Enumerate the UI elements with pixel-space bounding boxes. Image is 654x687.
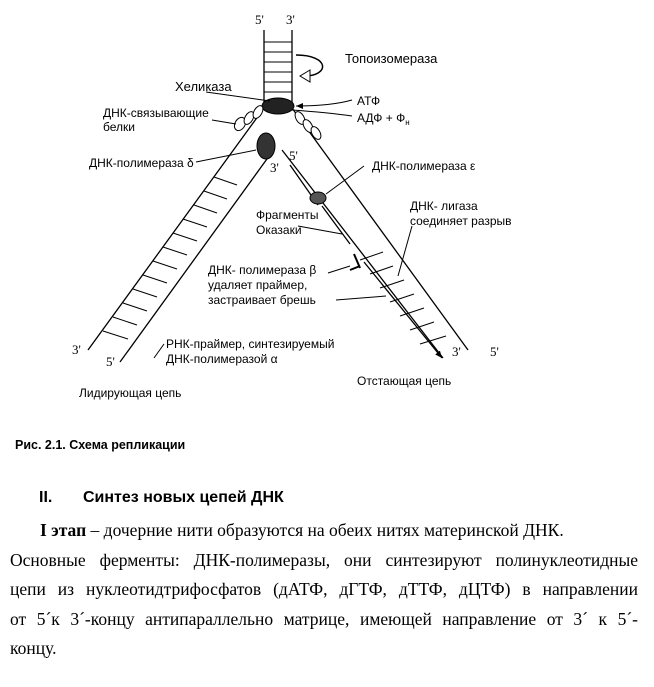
right-5-end: 5' xyxy=(490,344,499,359)
right-3-end: 3' xyxy=(452,344,461,359)
pol-beta-label-line1: ДНК- полимераза β xyxy=(208,263,317,277)
topoisomerase-arrow xyxy=(296,55,323,82)
leading-arm xyxy=(88,108,272,362)
left-3-end: 3' xyxy=(72,342,81,357)
mid-5-end: 5' xyxy=(289,148,298,163)
primer-label-line1: РНК-праймер, синтезируемый xyxy=(166,337,335,351)
parental-dna-ladder xyxy=(264,30,292,108)
lagging-arm xyxy=(282,108,468,358)
stage-label: I этап xyxy=(40,520,87,540)
topoisomerase-label: Топоизомераза xyxy=(345,51,438,66)
atp-arrow xyxy=(296,100,352,106)
top-3-end: 3' xyxy=(286,12,295,27)
paragraph-line-2: Основные ферменты: ДНК-полимеразы, они синтезируют полинуклеотидные xyxy=(10,549,638,570)
leading-strand-label: Лидирующая цепь xyxy=(79,386,182,400)
ssb-label-line2: белки xyxy=(103,120,135,134)
paragraph-line-1 xyxy=(10,516,638,546)
pol-beta-label-line2: удаляет праймер, xyxy=(208,278,308,292)
left-5-end: 5' xyxy=(106,354,115,369)
helicase-label: Хеликаза xyxy=(175,79,232,94)
primer-label-line2: ДНК-полимеразой α xyxy=(166,352,278,366)
adp-label: АДФ + $Ф_н$ xyxy=(357,111,410,127)
paragraph-line-1-text: – дочерние нити образуются на обеих нитях материнской ДНК. xyxy=(86,520,564,540)
ligase-label-line1: ДНК- лигаза xyxy=(410,199,478,213)
polymerase-delta-icon xyxy=(257,133,275,159)
section-number: II. xyxy=(39,489,53,506)
polymerase-delta-label: ДНК-полимераза δ xyxy=(89,156,194,170)
okazaki-label-line1: Фрагменты xyxy=(256,208,319,222)
ligase-label-line2: соединяет разрыв xyxy=(410,214,512,228)
section-heading xyxy=(39,489,284,507)
paragraph-line-3: цепи из нуклеотидтрифосфатов (дАТФ, дГТФ, дТТФ, дЦТФ) в направлении xyxy=(10,579,638,599)
atp-label: АТФ xyxy=(357,94,381,108)
section-title: Синтез новых цепей ДНК xyxy=(83,489,284,506)
pol-delta-3-end: 3' xyxy=(270,160,279,175)
polymerase-epsilon-icon xyxy=(310,192,326,204)
top-5-end: 5' xyxy=(255,12,264,27)
figure-caption: Рис. 2.1. Схема репликации xyxy=(15,438,186,452)
lagging-strand-label: Отстающая цепь xyxy=(357,374,452,388)
paragraph-line-4: от 5´к 3´-концу антипараллельно матрице, имеющей направление от 3´ к 5´- xyxy=(10,608,638,629)
polymerase-epsilon-label: ДНК-полимераза ε xyxy=(372,159,476,173)
paragraph-line-5: концу. xyxy=(10,638,57,658)
body-paragraph xyxy=(10,516,638,664)
ssb-label-line1: ДНК-связывающие xyxy=(103,106,209,120)
okazaki-label-line2: Оказаки xyxy=(256,223,302,237)
pol-beta-label-line3: застраивает брешь xyxy=(208,293,316,307)
